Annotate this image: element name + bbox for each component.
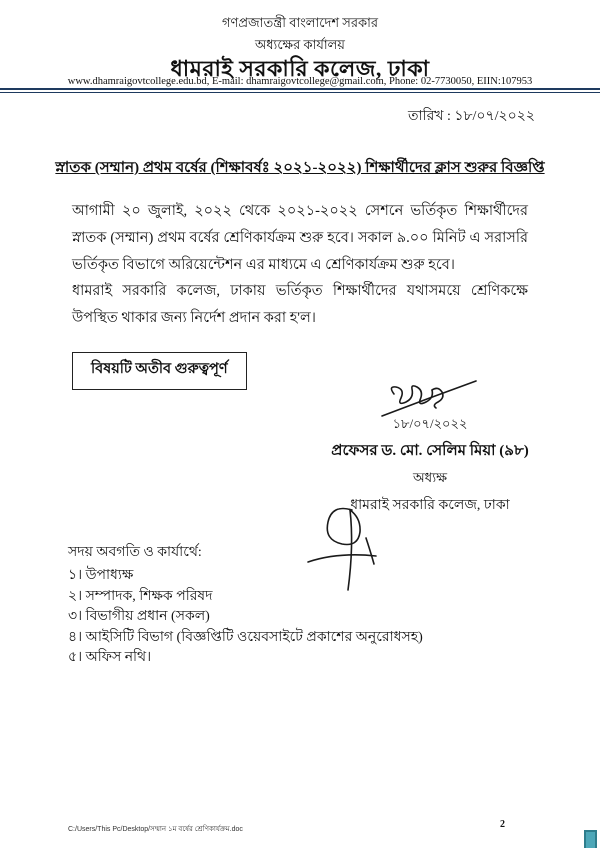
body-paragraph-1: আগামী ২০ জুলাই, ২০২২ থেকে ২০২১-২০২২ সেশনে ভর্তিকৃত শিক্ষার্থীদের স্নাতক (সম্মান) প্রথম বর্ষের শ্রেণিকার্যক্রম শুরু হবে। সকাল ৯.০০ মিনিট এ সরাসরি ভর্তিকৃত বিভাগে অরিয়েন্টেশন এর মাধ্যমে এ শ্রেণিকার্যক্রম শুরু হবে। (72, 203, 528, 273)
body-paragraph-2: ধামরাই সরকারি কলেজ, ঢাকায় ভর্তিকৃত শিক্ষার্থীদের যথাসময়ে শ্রেণিকক্ষে উপস্থিত থাকার জন্য নির্দেশ প্রদান করা হ'ল। (72, 283, 528, 326)
corner-widget-fragment[interactable] (584, 830, 597, 848)
header-office-line: অধ্যক্ষের কার্যালয় (255, 37, 345, 52)
principal-signature-scribble (374, 374, 480, 420)
distribution-item-5: ৫। অফিস নথি। (68, 650, 152, 665)
distribution-item-4: ৪। আইসিটি বিভাগ (বিজ্ঞপ্তিটি ওয়েবসাইটে প্রকাশের অনুরোধসহ) (68, 629, 423, 645)
header-college-name: ধামরাই সরকারি কলেজ, ঢাকা (170, 56, 430, 81)
footer-file-path: C:/Users/This Pc/Desktop/সম্মান ১ম বর্ষের শ্রেণিকার্যক্রম.doc (68, 826, 243, 833)
distribution-list (68, 566, 423, 669)
header-divider-rule (0, 88, 600, 93)
signature-designation: অধ্যক্ষ (412, 470, 448, 485)
important-note-box: বিষয়টি অতীব গুরুত্বপূর্ণ (72, 352, 247, 390)
notice-date: তারিখ : ১৮/০৭/২০২২ (408, 109, 535, 124)
notice-title: স্নাতক (সম্মান) প্রথম বর্ষের (শিক্ষাবর্ষঃ ২০২১-২০২২) শিক্ষার্থীদের ক্লাস শুরুর বিজ্ঞপ্তি (55, 160, 545, 176)
distribution-item-2: ২। সম্পাদক, শিক্ষক পরিষদ (68, 588, 213, 604)
signature-institution: ধামরাই সরকারি কলেজ, ঢাকা (350, 498, 510, 513)
header-contact-line: www.dhamraigovtcollege.edu.bd, E-mail: dhamraigovtcollege@gmail.com, Phone: 02-7730050, EIIN:107953 (67, 76, 533, 87)
footer-page-number: 2 (500, 819, 505, 830)
distribution-heading: সদয় অবগতি ও কার্যার্থে: (68, 545, 202, 560)
distribution-item-1: ১। উপাধ্যক্ষ (68, 568, 134, 583)
header-government-line: গণপ্রজাতন্ত্রী বাংলাদেশ সরকার (221, 15, 379, 30)
signature-date: ১৮/০৭/২০২২ (392, 416, 468, 431)
signature-name: প্রফেসর ড. মো. সেলিম মিয়া (৯৮) (331, 443, 529, 459)
distribution-item-3: ৩। বিভাগীয় প্রধান (সকল) (68, 609, 210, 624)
